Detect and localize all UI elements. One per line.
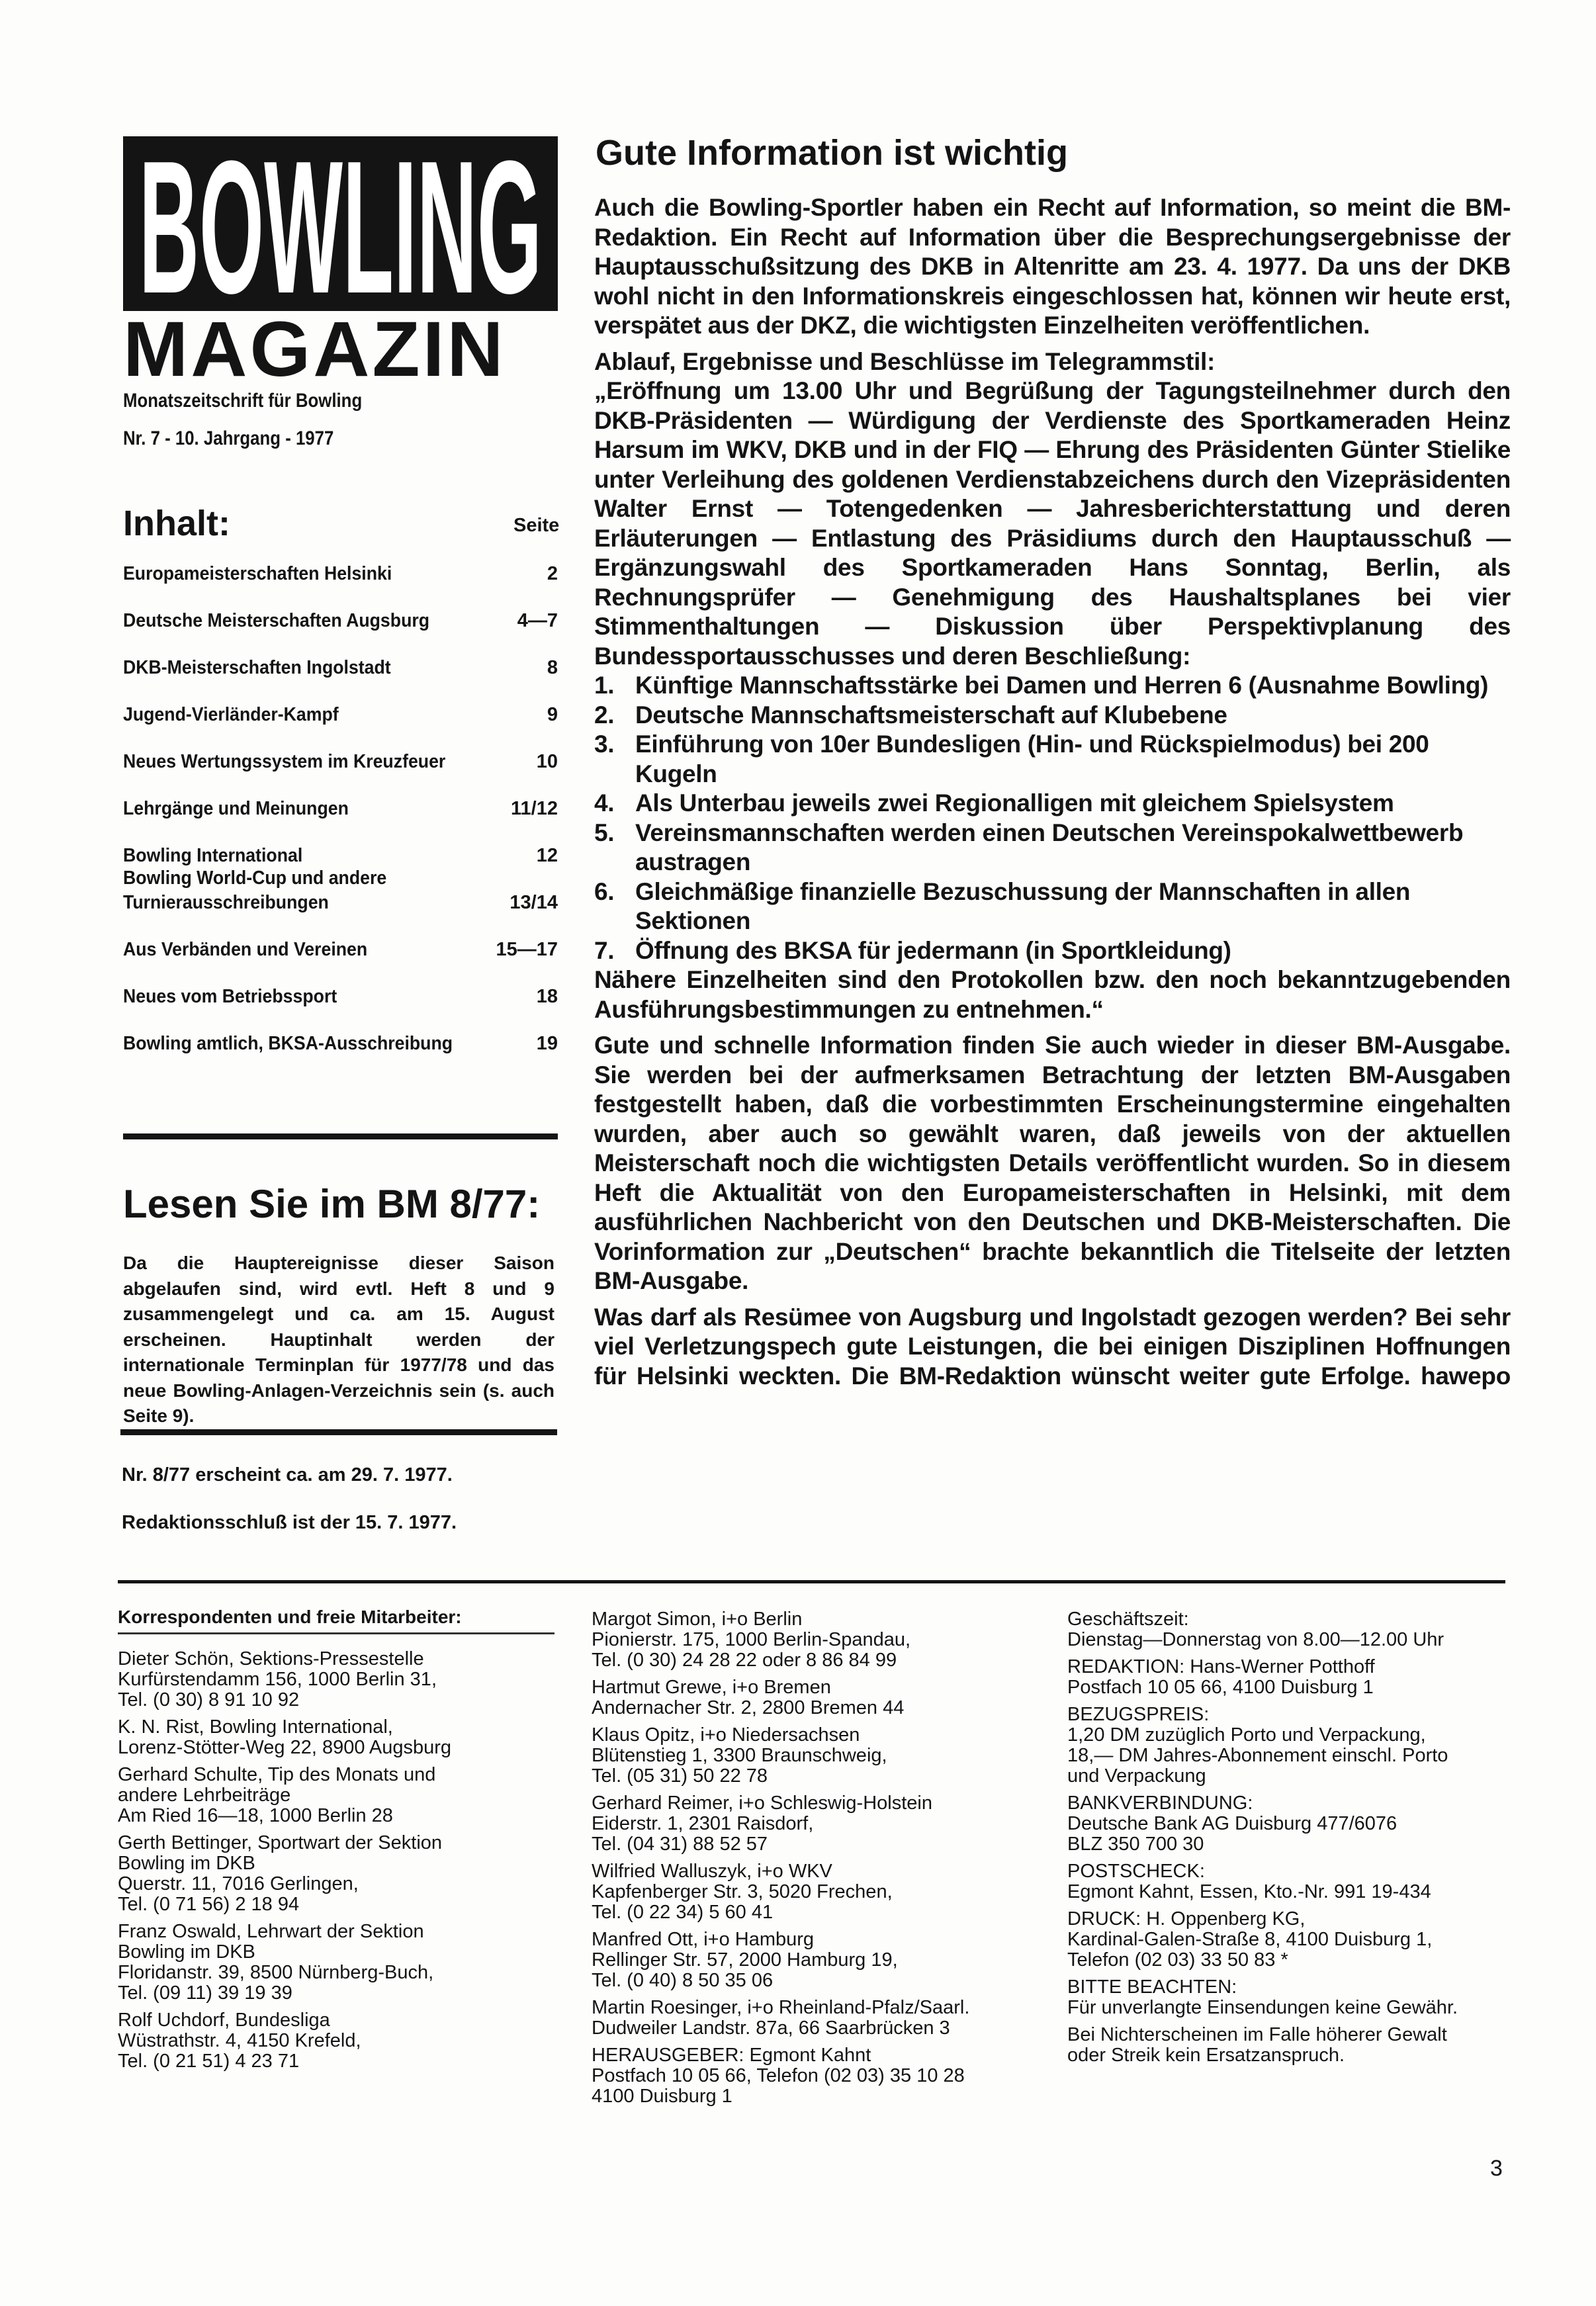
toc-item-label: Jugend-Vierländer-Kampf (123, 704, 339, 725)
toc-item (123, 844, 558, 891)
toc-item-label: Europameisterschaften Helsinki (123, 563, 392, 584)
article-paragraph: Nähere Einzelheiten sind den Protokollen bzw. den noch bekanntzugebenden Ausführungsbestimmungen zu entnehmen.“ (594, 966, 1511, 1023)
list-text: Vereinsmannschaften werden einen Deutschen Vereinspokalwettbewerb austragen (635, 819, 1464, 875)
toc-item-label: Bowling amtlich, BKSA-Ausschreibung (123, 1033, 453, 1054)
preview-body: Da die Hauptereignisse dieser Saison abgelaufen sind, wird evtl. Heft 8 und 9 zusammengelegt und ca. am 15. August erscheinen. Hauptinhalt werden der internationale Terminplan für 1977/78 und das neue Bowling-Anlagen-Verzeichnis sein (s. auch Seite 9). (123, 1253, 554, 1426)
imprint-entry: REDAKTION: Hans-Werner Potthoff Postfach 10 05 66, 4100 Duisburg 1 (1067, 1656, 1375, 1698)
magazine-logo (123, 136, 558, 311)
toc-item (123, 985, 558, 1032)
article-paragraph: Was darf als Resümee von Augsburg und Ingolstadt gezogen werden? Bei sehr viel Verletzungspech gute Leistungen, die bei einigen Disziplinen Hoffnungen für Helsinki weckten. Die BM-Redaktion wünscht weiter gute Erfolge. (594, 1303, 1511, 1390)
imprint-column-1 (118, 1607, 554, 2078)
page-number: 3 (1490, 2156, 1503, 2181)
toc-item (123, 750, 558, 797)
toc-item-page: 9 (547, 704, 558, 725)
divider (123, 1133, 558, 1139)
list-number: 3. (594, 731, 615, 758)
article-closing (594, 1303, 1511, 1392)
list-number: 6. (594, 877, 615, 905)
list-text: Künftige Mannschaftsstärke bei Damen und Herren 6 (Ausnahme Bowling) (635, 672, 1489, 699)
toc-item-page: 18 (536, 986, 558, 1007)
imprint-entry: Klaus Opitz, i+o Niedersachsen Blütenstieg 1, 3300 Braunschweig, Tel. (05 31) 50 22 78 (592, 1724, 887, 1787)
list-item (594, 877, 1511, 936)
preview-title: Lesen Sie im BM 8/77: (123, 1182, 541, 1226)
list-text: Öffnung des BKSA für jedermann (in Sportkleidung) (635, 936, 1231, 964)
list-number: 4. (594, 789, 615, 817)
toc-item-label: DKB-Meisterschaften Ingolstadt (123, 657, 391, 678)
article-paragraph: „Eröffnung um 13.00 Uhr und Begrüßung der Tagungsteilnehmer durch den DKB-Präsidenten — Würdigung der Verdienste des Sportkameraden Heinz Harsum im WKV, DKB und in der FIQ — Ehrung des Präsidenten Günter Stielike unter Verleihung des goldenen Verdienstabzeichens durch den Vizepräsidenten Walter Ernst — Totengedenken — Jahresberichterstattung und deren Erläuterungen — Entlastung des Präsidiums durch den Hauptausschuß — Ergänzungswahl des Sportkameraden Hans Sonntag, Berlin, als Rechnungsprüfer — Genehmigung des Haushaltsplanes bei vier Stimmenthaltungen — Diskussion über Perspektivplanung des Bundessportausschusses und deren Beschließung: (594, 377, 1511, 670)
list-text: Einführung von 10er Bundesligen (Hin- und Rückspielmodus) bei 200 Kugeln (635, 731, 1429, 787)
imprint-entry: Gerhard Schulte, Tip des Monats und andere Lehrbeiträge Am Ried 16—18, 1000 Berlin 28 (118, 1764, 436, 1826)
list-item (594, 789, 1511, 819)
imprint-entry: HERAUSGEBER: Egmont Kahnt Postfach 10 05 66, Telefon (02 03) 35 10 28 4100 Duisburg 1 (592, 2045, 965, 2107)
logo-word: BOWLING (139, 136, 542, 311)
toc-item-page: 4—7 (517, 610, 558, 631)
toc-item-page: 19 (536, 1033, 558, 1054)
imprint-entry: K. N. Rist, Bowling International, Lorenz-Stötter-Weg 22, 8900 Augsburg (118, 1716, 452, 1758)
list-number: 1. (594, 672, 615, 699)
toc-item-label: Neues vom Betriebssport (123, 986, 337, 1007)
resolution-list (594, 671, 1511, 965)
imprint-entry: Rolf Uchdorf, Bundesliga Wüstrathstr. 4, 4150 Krefeld, Tel. (0 21 51) 4 23 71 (118, 2010, 361, 2072)
toc-item-page: 8 (547, 657, 558, 678)
imprint-entry: BEZUGSPREIS: 1,20 DM zuzüglich Porto und Verpackung, 18,— DM Jahres-Abonnement einschl. Porto und Verpackung (1067, 1704, 1448, 1787)
toc-title: Inhalt: (123, 504, 230, 543)
imprint-entry: POSTSCHECK: Egmont Kahnt, Essen, Kto.-Nr. 991 19-434 (1067, 1861, 1431, 1902)
imprint-entry: Gerth Bettinger, Sportwart der Sektion Bowling im DKB Querstr. 11, 7016 Gerlingen, Tel. (0 71 56) 2 18 94 (118, 1832, 443, 1915)
table-of-contents (123, 562, 558, 1079)
divider (118, 1580, 1505, 1583)
imprint-entry: Bei Nichterscheinen im Falle höherer Gewalt oder Streik kein Ersatzanspruch. (1067, 2024, 1447, 2066)
toc-item-page: 10 (536, 751, 558, 772)
list-text: Gleichmäßige finanzielle Bezuschussung der Mannschaften in allen Sektionen (635, 877, 1411, 934)
imprint-entry: Wilfried Walluszyk, i+o WKV Kapfenberger Str. 3, 5020 Frechen, Tel. (0 22 34) 5 60 41 (592, 1861, 893, 1923)
correspondents-list (118, 1649, 554, 2072)
issue-info: Nr. 7 - 10. Jahrgang - 1977 (123, 427, 334, 449)
imprint-entry: Margot Simon, i+o Berlin Pionierstr. 175, 1000 Berlin-Spandau, Tel. (0 30) 24 28 22 oder 8 86 84 99 (592, 1609, 911, 1671)
logo-graphic (123, 136, 558, 311)
article-paragraph-intro: Ablauf, Ergebnisse und Beschlüsse im Telegrammstil: (594, 347, 1216, 375)
list-number: 2. (594, 701, 615, 729)
list-number: 5. (594, 819, 615, 846)
article-title: Gute Information ist wichtig (596, 133, 1068, 173)
imprint-entry: Manfred Ott, i+o Hamburg Rellinger Str. 57, 2000 Hamburg 19, Tel. (0 40) 8 50 35 06 (592, 1929, 898, 1991)
toc-item-label: Lehrgänge und Meinungen (123, 798, 349, 819)
imprint-entry: BANKVERBINDUNG: Deutsche Bank AG Duisburg 477/6076 BLZ 350 700 30 (1067, 1793, 1397, 1855)
list-item (594, 701, 1511, 731)
next-issue-date: Nr. 8/77 erscheint ca. am 29. 7. 1977. (122, 1464, 453, 1486)
tagline: Monatszeitschrift für Bowling (123, 390, 363, 412)
toc-item (123, 891, 558, 938)
toc-item-label: Bowling International Bowling World-Cup und andere (123, 845, 387, 889)
imprint-column-2 (592, 1609, 1055, 2113)
toc-item (123, 797, 558, 844)
toc-item (123, 938, 558, 985)
toc-item-label: Aus Verbänden und Vereinen (123, 939, 368, 960)
author-signature: hawepo (1421, 1362, 1511, 1390)
divider (120, 1429, 557, 1435)
list-number: 7. (594, 936, 615, 964)
imprint-entry: Dieter Schön, Sektions-Pressestelle Kurfürstendamm 156, 1000 Berlin 31, Tel. (0 30) 8 91 10 92 (118, 1648, 437, 1710)
toc-item-page: 11/12 (511, 798, 558, 819)
toc-item-label: Deutsche Meisterschaften Augsburg (123, 610, 430, 631)
correspondents-heading: Korrespondenten und freie Mitarbeiter: (118, 1607, 462, 1627)
list-text: Deutsche Mannschaftsmeisterschaft auf Klubebene (635, 701, 1227, 729)
toc-item-label: Neues Wertungssystem im Kreuzfeuer (123, 751, 446, 772)
imprint-entry: Gerhard Reimer, i+o Schleswig-Holstein Eiderstr. 1, 2301 Raisdorf, Tel. (04 31) 88 52 57 (592, 1793, 932, 1855)
list-item (594, 730, 1511, 789)
imprint-entry: Geschäftszeit: Dienstag—Donnerstag von 8.00—12.00 Uhr (1067, 1609, 1444, 1650)
list-item (594, 819, 1511, 877)
list-item (594, 936, 1511, 966)
editorial-deadline: Redaktionsschluß ist der 15. 7. 1977. (122, 1512, 457, 1533)
toc-item (123, 656, 558, 703)
imprint-entry: Franz Oswald, Lehrwart der Sektion Bowling im DKB Floridanstr. 39, 8500 Nürnberg-Buch, Tel. (09 11) 39 19 39 (118, 1921, 434, 2004)
list-item (594, 671, 1511, 701)
article-body (594, 193, 1511, 1391)
toc-item (123, 562, 558, 609)
toc-item-page: 13/14 (510, 892, 558, 913)
imprint-entry: Hartmut Grewe, i+o Bremen Andernacher Str. 2, 2800 Bremen 44 (592, 1677, 905, 1718)
toc-item (123, 703, 558, 750)
toc-page-header: Seite (513, 515, 560, 536)
imprint-entry: Martin Roesinger, i+o Rheinland-Pfalz/Saarl. Dudweiler Landstr. 87a, 66 Saarbrücken 3 (592, 1997, 970, 2039)
toc-item-label: Turnierausschreibungen (123, 892, 329, 913)
toc-item (123, 609, 558, 656)
imprint-entry: DRUCK: H. Oppenberg KG, Kardinal-Galen-Straße 8, 4100 Duisburg 1, Telefon (02 03) 33 50 83 * (1067, 1908, 1433, 1971)
toc-item-page: 15—17 (496, 939, 558, 960)
toc-item (123, 1032, 558, 1079)
toc-item-page: 12 (536, 845, 558, 866)
imprint-entry: BITTE BEACHTEN: Für unverlangte Einsendungen keine Gewähr. (1067, 1976, 1458, 2018)
list-text: Als Unterbau jeweils zwei Regionalligen mit gleichem Spielsystem (635, 789, 1394, 817)
logo-subtitle: MAGAZIN (123, 319, 506, 380)
article-paragraph: Gute und schnelle Information finden Sie auch wieder in dieser BM-Ausgabe. Sie werden bei der aufmerksamen Betrachtung der letzten BM-Ausgaben festgestellt haben, daß die vorbestimmten Erscheinungstermine eingehalten wurden, aber auch so gewählt waren, daß jeweils von der aktuellen Meisterschaft noch die wichtigsten Details veröffentlicht wurden. So in diesem Heft die Aktualität von den Europameisterschaften in Helsinki, mit dem ausführlichen Nachbericht von den Deutschen und DKB-Meisterschaften. Die Vorinformation zur „Deutschen“ brachte bekanntlich die Titelseite der letzten BM-Ausgabe. (594, 1032, 1511, 1294)
article-paragraph: Auch die Bowling-Sportler haben ein Recht auf Information, so meint die BM-Redaktion. Ein Recht auf Information über die Besprechungsergebnisse der Hauptausschußsitzung des DKB in Altenritte am 23. 4. 1977. Da uns der DKB wohl nicht in den Informationskreis eingeschlossen hat, können wir heute erst, verspätet aus der DKZ, die wichtigsten Einzelheiten veröffentlichen. (594, 194, 1511, 339)
toc-item-page: 2 (547, 563, 558, 584)
imprint-column-3 (1067, 1609, 1517, 2072)
divider (118, 1632, 554, 1634)
